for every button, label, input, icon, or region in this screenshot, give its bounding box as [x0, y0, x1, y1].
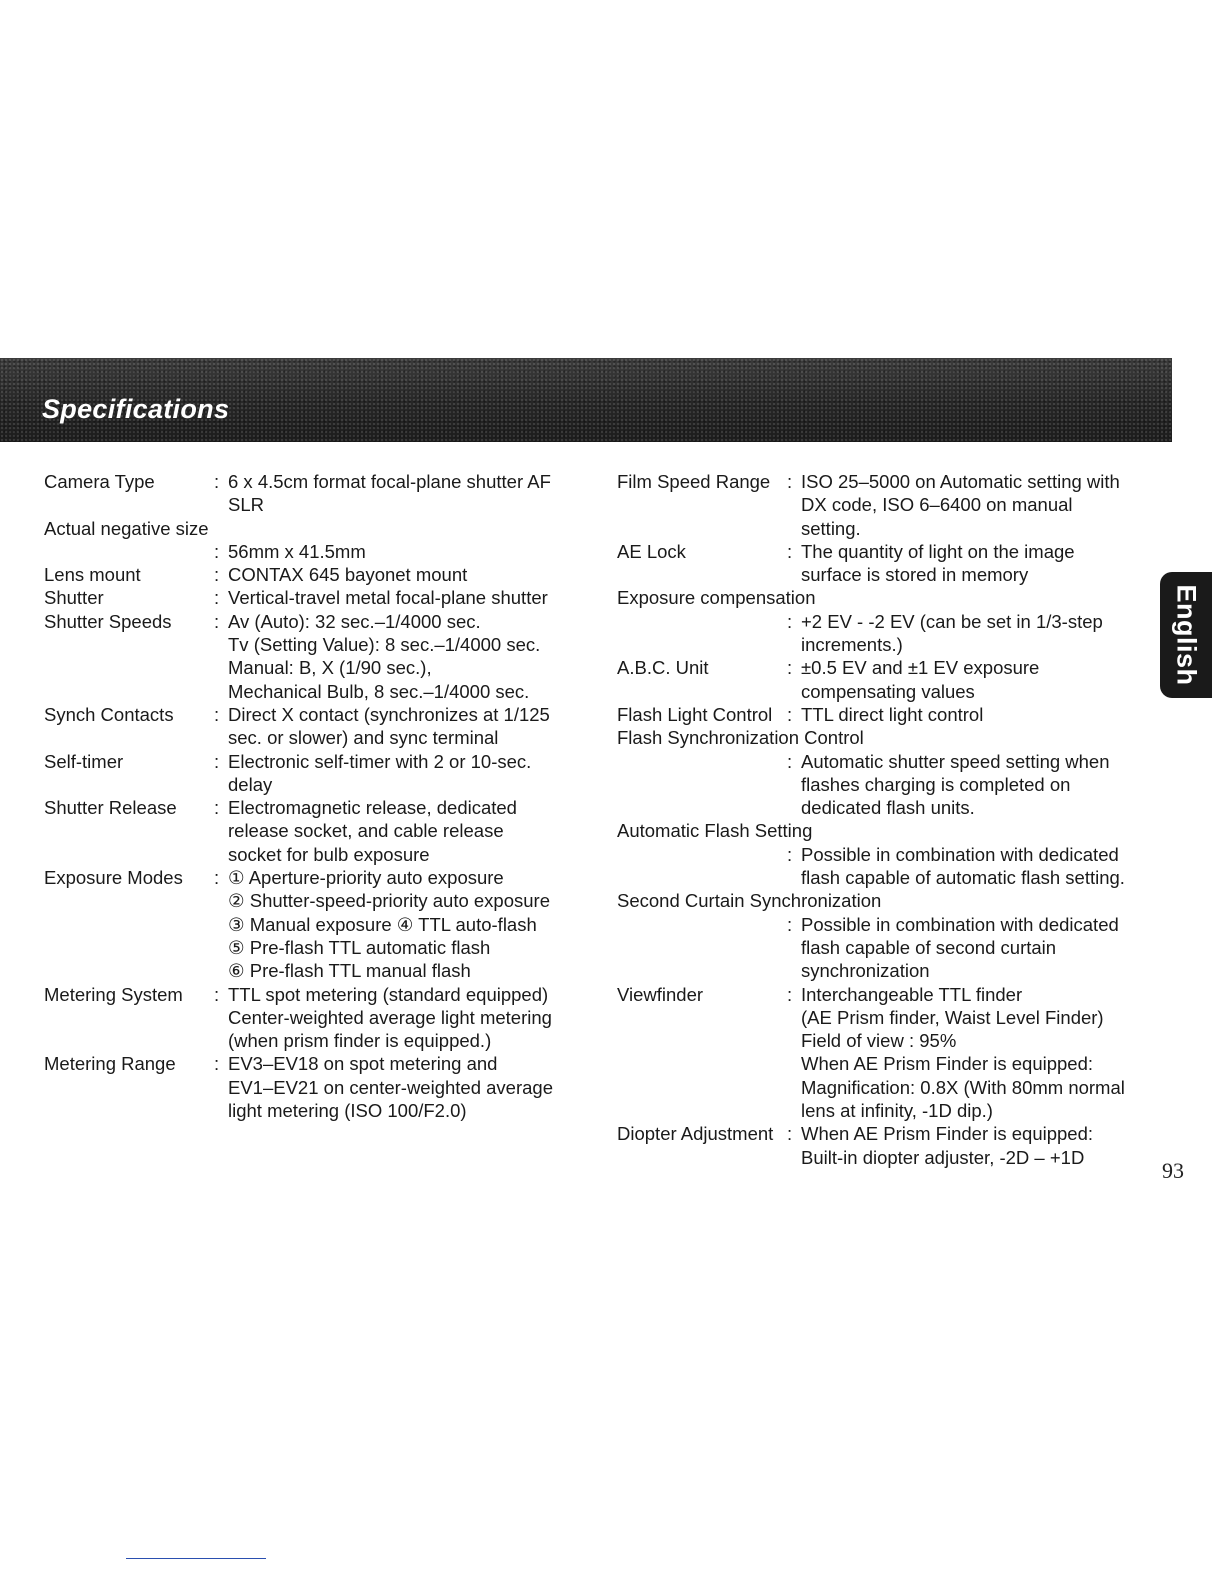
- spec-value-line: ③ Manual exposure ④ TTL auto-flash: [228, 913, 537, 935]
- footer-rule: [126, 1558, 266, 1559]
- spec-value-line: Av (Auto): 32 sec.–1/4000 sec.: [228, 610, 481, 632]
- spec-colon: :: [214, 797, 220, 819]
- spec-value-line: surface is stored in memory: [801, 564, 1029, 586]
- spec-row: [44, 470, 584, 517]
- spec-colon: :: [214, 1053, 220, 1075]
- spec-value-lines: [228, 563, 584, 586]
- spec-colon: :: [787, 983, 793, 1005]
- spec-row: [44, 540, 584, 563]
- spec-value-line: increments.): [801, 634, 903, 656]
- spec-row: [617, 1122, 1157, 1169]
- spec-values: [214, 540, 584, 563]
- spec-value-line: ±0.5 EV and ±1 EV exposure: [801, 657, 1040, 679]
- spec-colon: :: [214, 983, 220, 1005]
- spec-label: Metering System: [44, 983, 183, 1005]
- spec-value-line: socket for bulb exposure: [228, 843, 430, 865]
- spec-label: A.B.C. Unit: [617, 657, 709, 679]
- spec-value-lines: [228, 1052, 584, 1122]
- spec-value-line: compensating values: [801, 680, 975, 702]
- spec-value-line: Possible in combination with dedicated: [801, 843, 1119, 865]
- spec-colon: :: [787, 913, 793, 935]
- spec-label: Shutter Speeds: [44, 610, 172, 632]
- spec-label-spacer: [617, 610, 787, 657]
- spec-colon: :: [787, 540, 793, 562]
- spec-values: [787, 1122, 1157, 1169]
- spec-row: [44, 586, 584, 609]
- spec-value-lines: [801, 470, 1157, 540]
- specs-left-column: [44, 470, 584, 1122]
- spec-value-line: EV3–EV18 on spot metering and: [228, 1053, 498, 1075]
- spec-label: AE Lock: [617, 540, 686, 562]
- spec-colon: :: [214, 564, 220, 586]
- spec-value-line: release socket, and cable release: [228, 820, 504, 842]
- spec-colon: :: [787, 471, 793, 492]
- spec-values: [214, 703, 584, 750]
- spec-value-lines: [801, 983, 1157, 1123]
- spec-values: [787, 656, 1157, 703]
- spec-label: Camera Type: [44, 471, 155, 492]
- spec-value-line: The quantity of light on the image: [801, 540, 1075, 562]
- spec-colon: :: [787, 750, 793, 772]
- spec-values: [214, 983, 584, 1053]
- spec-value-line: dedicated flash units.: [801, 797, 975, 819]
- spec-value-line: Built-in diopter adjuster, -2D – +1D: [801, 1146, 1085, 1168]
- page-title: Specifications: [42, 394, 230, 424]
- spec-value-lines: [801, 703, 1157, 726]
- spec-label-spacer: [617, 843, 787, 890]
- spec-value-lines: [228, 866, 584, 982]
- spec-label: Exposure compensation: [617, 587, 816, 609]
- spec-value-line: synchronization: [801, 960, 930, 982]
- spec-value-lines: [228, 750, 584, 797]
- spec-colon: :: [787, 610, 793, 632]
- spec-value-lines: [801, 750, 1157, 820]
- spec-colon: :: [787, 703, 793, 725]
- spec-label: Exposure Modes: [44, 867, 183, 889]
- spec-value-line: flash capable of second curtain: [801, 936, 1057, 958]
- spec-value-line: SLR: [228, 494, 264, 516]
- spec-values: [787, 913, 1157, 983]
- spec-value-line: Tv (Setting Value): 8 sec.–1/4000 sec.: [228, 634, 541, 656]
- spec-row: [44, 796, 584, 866]
- specs-right-column: [617, 470, 1157, 1169]
- spec-values: [787, 843, 1157, 890]
- spec-row-heading: [617, 726, 1157, 749]
- spec-value-line: ISO 25–5000 on Automatic setting with: [801, 471, 1120, 492]
- spec-row: [617, 540, 1157, 587]
- spec-colon: :: [787, 657, 793, 679]
- spec-row: [617, 913, 1157, 983]
- spec-values: [787, 750, 1157, 820]
- spec-value-line: TTL spot metering (standard equipped): [228, 983, 549, 1005]
- spec-label: Metering Range: [44, 1053, 176, 1075]
- spec-value-lines: [228, 470, 584, 517]
- spec-label-spacer: [617, 913, 787, 983]
- spec-value-line: EV1–EV21 on center-weighted average: [228, 1076, 553, 1098]
- spec-row: [617, 470, 1157, 540]
- spec-value-lines: [228, 610, 584, 703]
- spec-value-line: Vertical-travel metal focal-plane shutter: [228, 587, 548, 609]
- spec-value-line: Electromagnetic release, dedicated: [228, 797, 517, 819]
- spec-value-line: Direct X contact (synchronizes at 1/125: [228, 703, 550, 725]
- spec-values: [787, 540, 1157, 587]
- spec-label: Shutter: [44, 587, 104, 609]
- spec-row: [44, 866, 584, 982]
- spec-label: Shutter Release: [44, 797, 177, 819]
- spec-colon: :: [214, 610, 220, 632]
- spec-row: [44, 703, 584, 750]
- spec-value-line: ⑥ Pre-flash TTL manual flash: [228, 960, 471, 982]
- spec-value-lines: [801, 913, 1157, 983]
- spec-label: Flash Light Control: [617, 703, 773, 725]
- spec-value-line: 6 x 4.5cm format focal-plane shutter AF: [228, 471, 551, 492]
- spec-value-line: Automatic shutter speed setting when: [801, 750, 1110, 772]
- spec-value-line: (AE Prism finder, Waist Level Finder): [801, 1006, 1104, 1028]
- spec-values: [214, 610, 584, 703]
- spec-value-line: delay: [228, 773, 273, 795]
- spec-value-line: ⑤ Pre-flash TTL automatic flash: [228, 936, 491, 958]
- spec-values: [214, 796, 584, 866]
- spec-value-lines: [801, 540, 1157, 587]
- spec-label: Actual negative size: [44, 517, 209, 539]
- spec-value-lines: [801, 1122, 1157, 1169]
- spec-colon: :: [214, 540, 220, 562]
- spec-row-heading: [617, 889, 1157, 912]
- spec-value-line: Mechanical Bulb, 8 sec.–1/4000 sec.: [228, 680, 530, 702]
- spec-value-lines: [801, 610, 1157, 657]
- spec-value-lines: [228, 703, 584, 750]
- spec-value-line: setting.: [801, 517, 861, 539]
- spec-values: [787, 983, 1157, 1123]
- spec-value-line: CONTAX 645 bayonet mount: [228, 564, 468, 586]
- spec-label-spacer: [44, 540, 214, 563]
- spec-value-lines: [801, 843, 1157, 890]
- spec-value-line: Field of view : 95%: [801, 1030, 957, 1052]
- spec-value-line: ① Aperture-priority auto exposure: [228, 867, 504, 889]
- spec-values: [214, 1052, 584, 1122]
- spec-label: Film Speed Range: [617, 471, 771, 492]
- spec-value-line: (when prism finder is equipped.): [228, 1030, 492, 1052]
- spec-values: [214, 470, 584, 517]
- spec-row: [617, 750, 1157, 820]
- spec-values: [787, 470, 1157, 540]
- spec-value-line: flashes charging is completed on: [801, 773, 1071, 795]
- spec-values: [787, 703, 1157, 726]
- spec-row: [617, 703, 1157, 726]
- language-tab-label: English: [1171, 584, 1202, 686]
- spec-value-line: Electronic self-timer with 2 or 10-sec.: [228, 750, 532, 772]
- spec-value-lines: [228, 983, 584, 1053]
- spec-colon: :: [787, 843, 793, 865]
- spec-value-line: Interchangeable TTL finder: [801, 983, 1023, 1005]
- spec-label: Automatic Flash Setting: [617, 820, 813, 842]
- spec-value-line: DX code, ISO 6–6400 on manual: [801, 494, 1073, 516]
- spec-row-heading: [617, 586, 1157, 609]
- spec-value-line: When AE Prism Finder is equipped:: [801, 1123, 1094, 1145]
- spec-label: Flash Synchronization Control: [617, 727, 864, 749]
- spec-colon: :: [214, 471, 220, 492]
- spec-label: Synch Contacts: [44, 703, 174, 725]
- spec-value-line: TTL direct light control: [801, 703, 984, 725]
- spec-row: [617, 843, 1157, 890]
- spec-row: [617, 656, 1157, 703]
- section-banner: [0, 358, 1172, 442]
- spec-values: [787, 610, 1157, 657]
- spec-value-lines: [228, 540, 584, 563]
- spec-values: [214, 563, 584, 586]
- spec-row-heading: [617, 819, 1157, 842]
- spec-value-line: Manual: B, X (1/90 sec.),: [228, 657, 432, 679]
- spec-colon: :: [214, 703, 220, 725]
- language-tab: [1160, 572, 1212, 698]
- spec-label: Self-timer: [44, 750, 124, 772]
- spec-value-line: Center-weighted average light metering: [228, 1006, 552, 1028]
- spec-value-line: light metering (ISO 100/F2.0): [228, 1100, 467, 1122]
- page-number: 93: [1162, 1158, 1184, 1183]
- spec-row: [44, 610, 584, 703]
- spec-value-line: Possible in combination with dedicated: [801, 913, 1119, 935]
- spec-label: Viewfinder: [617, 983, 704, 1005]
- spec-value-line: When AE Prism Finder is equipped:: [801, 1053, 1094, 1075]
- spec-row: [44, 563, 584, 586]
- spec-row: [617, 983, 1157, 1123]
- spec-colon: :: [214, 867, 220, 889]
- spec-label: Diopter Adjustment: [617, 1123, 774, 1145]
- spec-colon: :: [787, 1123, 793, 1145]
- spec-colon: :: [214, 587, 220, 609]
- spec-value-line: flash capable of automatic flash setting.: [801, 867, 1125, 889]
- spec-value-lines: [228, 586, 584, 609]
- spec-row: [44, 750, 584, 797]
- spec-values: [214, 586, 584, 609]
- spec-value-line: +2 EV - -2 EV (can be set in 1/3-step: [801, 610, 1103, 632]
- spec-row: [617, 610, 1157, 657]
- spec-value-line: lens at infinity, -1D dip.): [801, 1100, 993, 1122]
- spec-label: Second Curtain Synchronization: [617, 890, 882, 912]
- spec-colon: :: [214, 750, 220, 772]
- spec-row: [44, 983, 584, 1053]
- spec-label: Lens mount: [44, 564, 141, 586]
- spec-row: [44, 1052, 584, 1122]
- spec-value-line: 56mm x 41.5mm: [228, 540, 366, 562]
- spec-value-lines: [228, 796, 584, 866]
- spec-value-line: Magnification: 0.8X (With 80mm normal: [801, 1076, 1125, 1098]
- spec-value-lines: [801, 656, 1157, 703]
- spec-label-spacer: [617, 750, 787, 820]
- spec-values: [214, 750, 584, 797]
- spec-values: [214, 866, 584, 982]
- spec-row-heading: [44, 517, 584, 540]
- spec-value-line: sec. or slower) and sync terminal: [228, 727, 499, 749]
- spec-value-line: ② Shutter-speed-priority auto exposure: [228, 890, 550, 912]
